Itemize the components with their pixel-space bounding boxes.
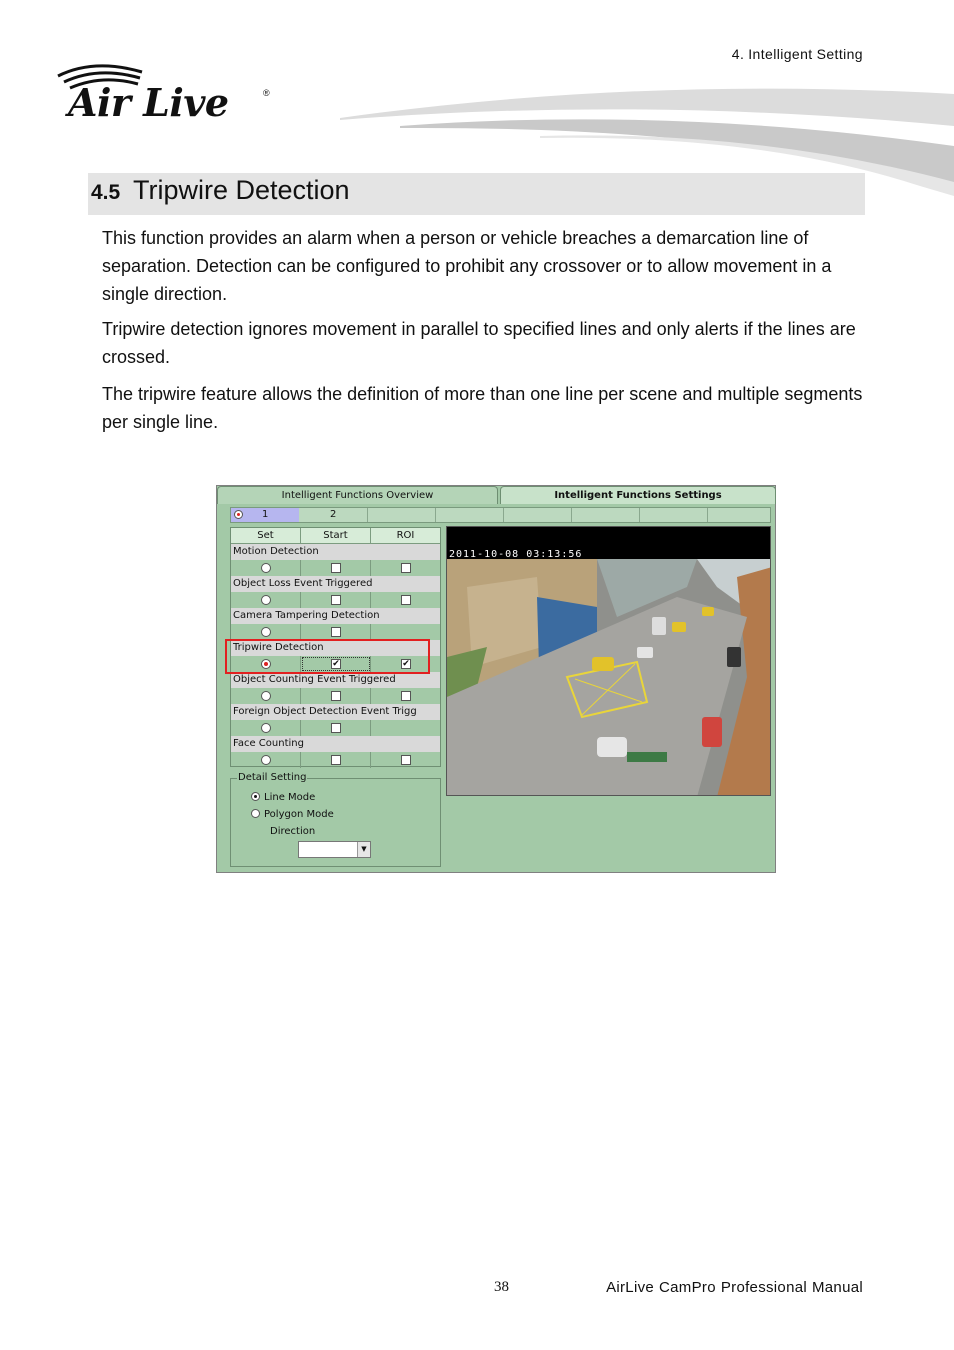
roi-checkbox[interactable] (401, 595, 411, 605)
function-label-motion-detection: Motion Detection (231, 544, 440, 560)
start-checkbox[interactable] (331, 627, 341, 637)
section-title: Tripwire Detection (133, 175, 350, 205)
logo-text: Air Live (68, 80, 229, 125)
video-timestamp: 2011-10-08 03:13:56 (449, 549, 583, 560)
function-row (231, 720, 440, 736)
function-label-foreign-object: Foreign Object Detection Event Trigg (231, 704, 440, 720)
start-checkbox[interactable] (331, 691, 341, 701)
roi-checkbox-checked[interactable]: ✔ (402, 659, 410, 669)
tripwire-row-highlight (225, 639, 430, 674)
channel-divider (571, 508, 572, 522)
detail-setting-legend: Detail Setting (238, 772, 307, 783)
start-checkbox-checked[interactable]: ✔ (332, 659, 340, 669)
start-checkbox[interactable] (331, 723, 341, 733)
page-number: 38 (494, 1279, 509, 1295)
footer-word-3: Professional (720, 1279, 807, 1296)
set-radio[interactable] (261, 563, 271, 573)
channel-divider (707, 508, 708, 522)
section-number: 4.5 (91, 181, 121, 204)
footer-word-2: CamPro (659, 1279, 716, 1296)
function-label-face-counting: Face Counting (231, 736, 440, 752)
roi-checkbox[interactable] (401, 755, 411, 765)
start-checkbox[interactable] (331, 563, 341, 573)
set-radio[interactable] (261, 691, 271, 701)
start-checkbox[interactable] (331, 755, 341, 765)
footer-word-1: AirLive (606, 1279, 655, 1296)
set-radio[interactable] (261, 723, 271, 733)
direction-label: Direction (270, 826, 316, 837)
channel-1-label[interactable]: 1 (262, 509, 269, 520)
line-mode-label: Line Mode (264, 792, 316, 803)
function-label-tripwire-detection: Tripwire Detection (231, 640, 440, 656)
registered-mark: ® (263, 88, 270, 98)
paragraph-multiple-lines: The tripwire feature allows the definition of more than one line per scene and multiple segments per single line. (102, 384, 863, 432)
tab-intelligent-functions-overview[interactable]: Intelligent Functions Overview (217, 486, 498, 504)
roi-checkbox[interactable] (401, 691, 411, 701)
chapter-word-1: Intelligent (748, 46, 813, 62)
camera-live-view[interactable] (446, 526, 771, 796)
function-row (231, 624, 440, 640)
intelligent-settings-screenshot (216, 485, 776, 873)
street-scene-image (447, 527, 771, 796)
column-header-set: Set (231, 528, 301, 544)
set-radio[interactable] (261, 755, 271, 765)
function-label-object-loss: Object Loss Event Triggered (231, 576, 440, 592)
channel-selector (230, 507, 771, 523)
channel-radio-icon[interactable] (234, 510, 243, 519)
airlive-logo (54, 60, 284, 126)
set-radio[interactable] (261, 627, 271, 637)
line-mode-option[interactable] (251, 792, 315, 803)
tab-intelligent-functions-settings[interactable]: Intelligent Functions Settings (500, 486, 776, 504)
function-row (231, 592, 440, 608)
chapter-heading (732, 46, 863, 62)
function-row (231, 560, 440, 576)
function-row (231, 752, 440, 768)
set-radio[interactable] (261, 595, 271, 605)
detail-setting-group (230, 772, 441, 867)
paragraph-intro: This function provides an alarm when a person or vehicle breaches a demarcation line of separation. Detection can be configured to prohibit any crossover or to allow movement in a single direction. (102, 228, 832, 304)
column-header-roi: ROI (371, 528, 440, 544)
paragraph-parallel: Tripwire detection ignores movement in parallel to specified lines and only alerts if the lines are crossed. (102, 319, 856, 367)
column-header-start: Start (301, 528, 371, 544)
channel-divider (435, 508, 436, 522)
start-checkbox[interactable] (331, 595, 341, 605)
direction-select[interactable] (298, 841, 371, 858)
line-mode-radio-icon[interactable] (251, 792, 260, 801)
roi-checkbox[interactable] (401, 563, 411, 573)
channel-divider (503, 508, 504, 522)
function-label-camera-tampering: Camera Tampering Detection (231, 608, 440, 624)
function-label-object-counting: Object Counting Event Triggered (231, 672, 440, 688)
chevron-down-icon[interactable]: ▼ (357, 842, 370, 857)
footer-word-4: Manual (812, 1279, 863, 1296)
chapter-number: 4. (731, 46, 745, 62)
polygon-mode-label: Polygon Mode (264, 809, 334, 820)
function-row (231, 688, 440, 704)
footer-manual-title (606, 1279, 863, 1296)
polygon-mode-radio-icon[interactable] (251, 809, 260, 818)
chapter-word-2: Setting (816, 46, 863, 62)
polygon-mode-option[interactable] (251, 809, 334, 820)
channel-divider (367, 508, 368, 522)
channel-divider (639, 508, 640, 522)
channel-2-label[interactable]: 2 (330, 509, 337, 520)
